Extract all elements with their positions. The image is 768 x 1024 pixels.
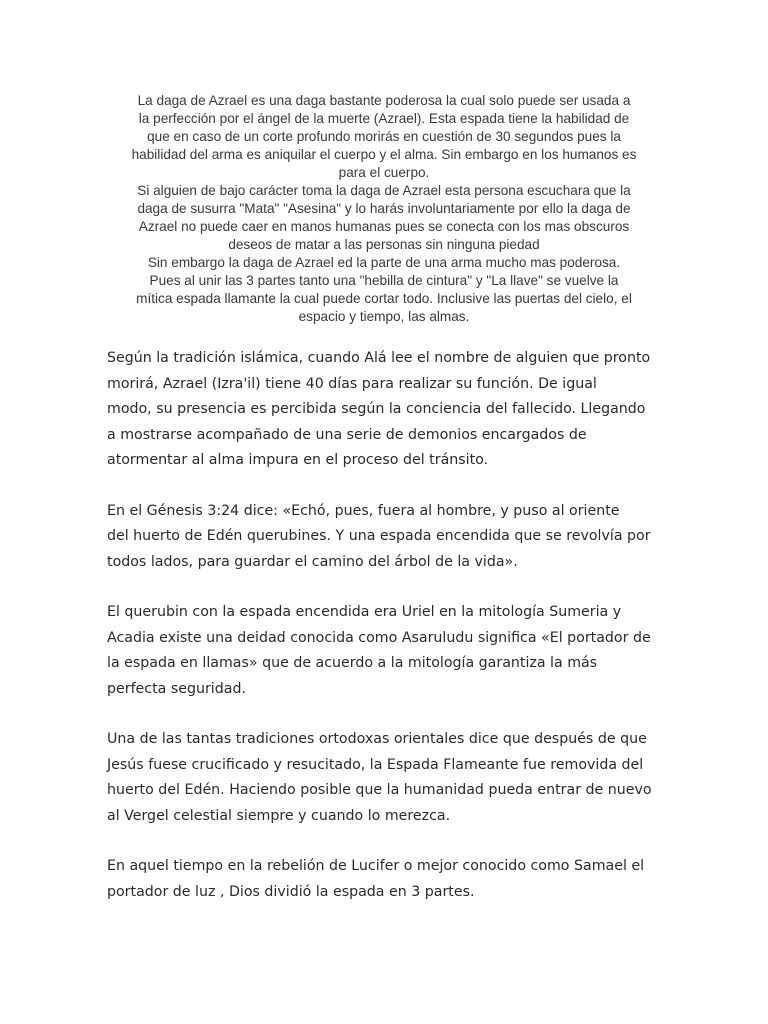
paragraph-orthodox xyxy=(107,727,667,829)
intro-line: deseos de matar a las personas sin ninguna piedad xyxy=(228,237,540,252)
paragraph-line: huerto del Edén. Haciendo posible que la humanidad pueda entrar de nuevo xyxy=(107,782,652,798)
intro-line: La daga de Azrael es una daga bastante poderosa la cual solo puede ser usada a xyxy=(137,93,631,108)
paragraph-line: la espada en llamas» que de acuerdo a la mitología garantiza la más xyxy=(107,655,598,671)
intro-block xyxy=(100,92,668,326)
paragraph-line: En aquel tiempo en la rebelión de Lucifer o mejor conocido como Samael el xyxy=(107,858,645,874)
paragraph-line: modo, su presencia es percibida según la conciencia del fallecido. Llegando xyxy=(107,401,646,417)
paragraph-line: portador de luz , Dios dividió la espada en 3 partes. xyxy=(107,883,475,900)
paragraph-line: Jesús fuese crucificado y resucitado, la Espada Flameante fue removida del xyxy=(107,756,644,773)
paragraph-line: perfecta seguridad. xyxy=(107,680,246,697)
paragraph-islamic-tradition xyxy=(107,346,667,474)
paragraph-line: morirá, Azrael (Izra'il) tiene 40 días para realizar su función. De igual xyxy=(107,375,597,392)
intro-line: la perfección por el ángel de la muerte (Azrael). Esta espada tiene la habilidad de xyxy=(138,111,630,126)
paragraph-line: al Vergel celestial siempre y cuando lo merezca. xyxy=(107,807,451,824)
paragraph-line: Acadia existe una deidad conocida como Asaruludu significa «El portador de xyxy=(107,629,651,646)
paragraph-line: todos lados, para guardar el camino del árbol de la vida». xyxy=(107,553,518,570)
intro-line: para el cuerpo. xyxy=(338,165,430,180)
paragraph-line: atormentar al alma impura en el proceso del tránsito. xyxy=(107,452,489,468)
intro-line: Si alguien de bajo carácter toma la daga de Azrael esta persona escuchara que la xyxy=(137,183,631,198)
paragraph-line: En el Génesis 3:24 dice: «Echó, pues, fuera al hombre, y puso al oriente xyxy=(107,502,620,519)
paragraph-line: Según la tradición islámica, cuando Alá lee el nombre de alguien que pronto xyxy=(107,350,651,366)
paragraph-lucifer xyxy=(107,854,667,905)
paragraph-line: El querubin con la espada encendida era Uriel en la mitología Sumeria y xyxy=(107,604,622,620)
intro-line: daga de susurra "Mata" "Asesina" y lo harás involuntariamente por ello la daga de xyxy=(137,201,631,216)
body-text xyxy=(107,346,667,930)
paragraph-line: a mostrarse acompañado de una serie de demonios encargados de xyxy=(107,426,587,443)
intro-line: Sin embargo la daga de Azrael ed la parte de una arma mucho mas poderosa. xyxy=(147,255,621,270)
intro-line: espacio y tiempo, las almas. xyxy=(298,309,470,324)
paragraph-genesis xyxy=(107,499,667,576)
paragraph-line: Una de las tantas tradiciones ortodoxas orientales dice que después de que xyxy=(107,731,647,747)
paragraph-uriel xyxy=(107,600,667,702)
intro-line: que en caso de un corte profundo morirás en cuestión de 30 segundos pues la xyxy=(147,129,621,144)
intro-line: Pues al unir las 3 partes tanto una "hebilla de cintura" y "La llave" se vuelve la xyxy=(149,273,619,288)
paragraph-line: del huerto de Edén querubines. Y una espada encendida que se revolvía por xyxy=(107,528,651,544)
intro-line: mítica espada llamante la cual puede cortar todo. Inclusive las puertas del cielo, el xyxy=(136,291,632,306)
intro-line: Azrael no puede caer en manos humanas pues se conecta con los mas obscuros xyxy=(138,219,630,234)
intro-line: habilidad del arma es aniquilar el cuerpo y el alma. Sin embargo en los humanos es xyxy=(131,147,637,162)
